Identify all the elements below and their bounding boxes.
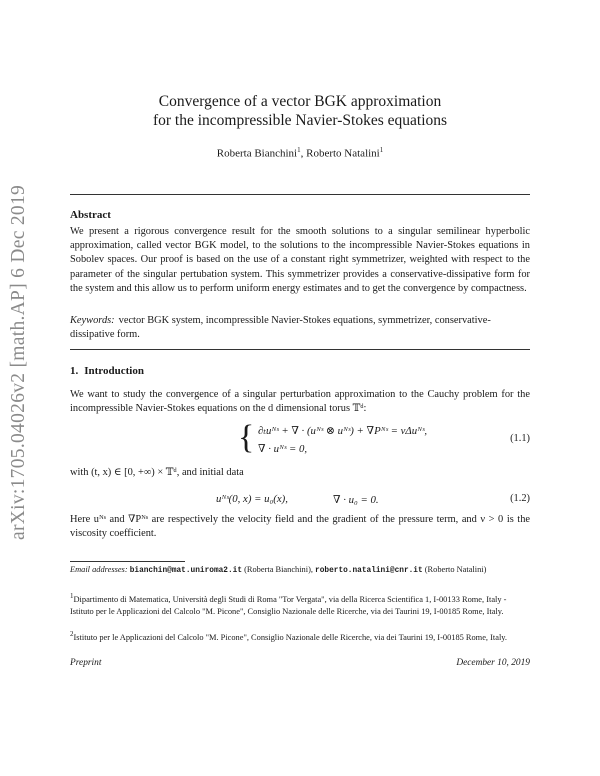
author-1-affiliation-mark: 1 — [297, 146, 301, 154]
keywords-text: vector BGK system, incompressible Navier-Stokes equations, symmetrizer, conservative-dissipative form. — [70, 315, 491, 341]
abstract-bottom-rule — [70, 349, 530, 350]
abstract-body: We present a rigorous convergence result for the smooth solutions to a singular semilinear hyperbolic approximation, called vector BGK model, to the solutions to the incompressible Navier-Stokes equations in Sobolev spaces. Our proof is based on the use of a constant right symmetrizer, weighted with respect to the parameter of the singular pertubation system. This symmetrizer provides a conservative-dissipative form for the system and this allow us to perform uniform energy estimates and to get the convergence by compactness. — [70, 226, 530, 294]
footnote-2-mark: 2 — [70, 630, 74, 638]
author-2-affiliation-mark: 1 — [379, 146, 384, 154]
equation-1-2-right: ∇ · u₀ = 0. — [333, 494, 379, 506]
author-separator: , — [300, 147, 307, 160]
equation-1-1-line-1: ∂ₜuᴺˢ + ∇ · (uᴺˢ ⊗ uᴺˢ) + ∇Pᴺˢ = νΔuᴺˢ, — [258, 425, 428, 437]
email-2-name: (Roberto Natalini) — [424, 565, 487, 574]
footnote-1-text: Dipartimento di Matematica, Università degli Studi di Roma "Tor Vergata", via della Ricerca Scientifica 1, I-00133 Rome, Italy - Istituto per le Applicazioni del Calcolo "M. Picone", Consiglio Nazionale delle Ricerche, via dei Taurini 19, I-00185 Rome, Italy. — [70, 594, 507, 616]
footnote-rule — [70, 561, 185, 562]
section-heading — [70, 365, 144, 377]
footnote-1 — [70, 590, 530, 618]
title-line-1: Convergence of a vector BGK approximation — [158, 93, 442, 110]
abstract-heading: Abstract — [70, 209, 111, 221]
author-1: Roberta Bianchini — [216, 147, 298, 160]
footnote-1-mark: 1 — [70, 592, 74, 600]
intro-paragraph-1: We want to study the convergence of a singular perturbation approximation to the Cauchy problem for the incompressible Navier-Stokes equations on the d dimensional torus 𝕋ᵈ: — [70, 389, 530, 414]
footnote-2-text: Istituto per le Applicazioni del Calcolo "M. Picone", Consiglio Nazionale delle Ricerche, via dei Taurini 19, I-00185 Rome, Italy. — [73, 632, 508, 642]
footer-date: December 10, 2019 — [456, 658, 530, 668]
email-2: roberto.natalini@cnr.it — [315, 567, 423, 575]
author-list — [0, 146, 600, 160]
author-2: Roberto Natalini — [306, 147, 380, 160]
equation-number-1-2: (1.2) — [510, 493, 530, 504]
abstract-top-rule — [70, 194, 530, 195]
system-brace: { — [238, 419, 255, 456]
keywords-label: Keywords: — [70, 315, 115, 326]
keywords — [70, 314, 530, 342]
equation-1-2-left: uᴺˢ(0, x) = u₀(x), — [216, 493, 288, 505]
equation-number-1-1: (1.1) — [510, 433, 530, 444]
footnote-2 — [70, 628, 530, 644]
intro-paragraph-3: Here uᴺˢ and ∇Pᴺˢ are respectively the velocity field and the gradient of the pressure term, and ν > 0 is the viscosity coefficient. — [70, 514, 530, 539]
section-number: 1. — [70, 365, 79, 377]
equation-1-1-line-2: ∇ · uᴺˢ = 0, — [258, 443, 308, 455]
arxiv-identifier-stamp: arXiv:1705.04026v2 [math.AP] 6 Dec 2019 — [8, 184, 29, 540]
intro-paragraph-2: with (t, x) ∈ [0, +∞) × 𝕋ᵈ, and initial data — [70, 467, 244, 478]
email-1-name: (Roberta Bianchini), — [244, 565, 313, 574]
email-label: Email addresses: — [70, 565, 128, 574]
section-title: Introduction — [84, 365, 144, 377]
paper-title — [0, 92, 600, 130]
email-1: bianchin@mat.uniroma2.it — [129, 567, 243, 575]
footnote-emails — [70, 564, 530, 577]
footer-preprint-label: Preprint — [70, 658, 102, 668]
title-line-2: for the incompressible Navier-Stokes equations — [152, 112, 448, 129]
